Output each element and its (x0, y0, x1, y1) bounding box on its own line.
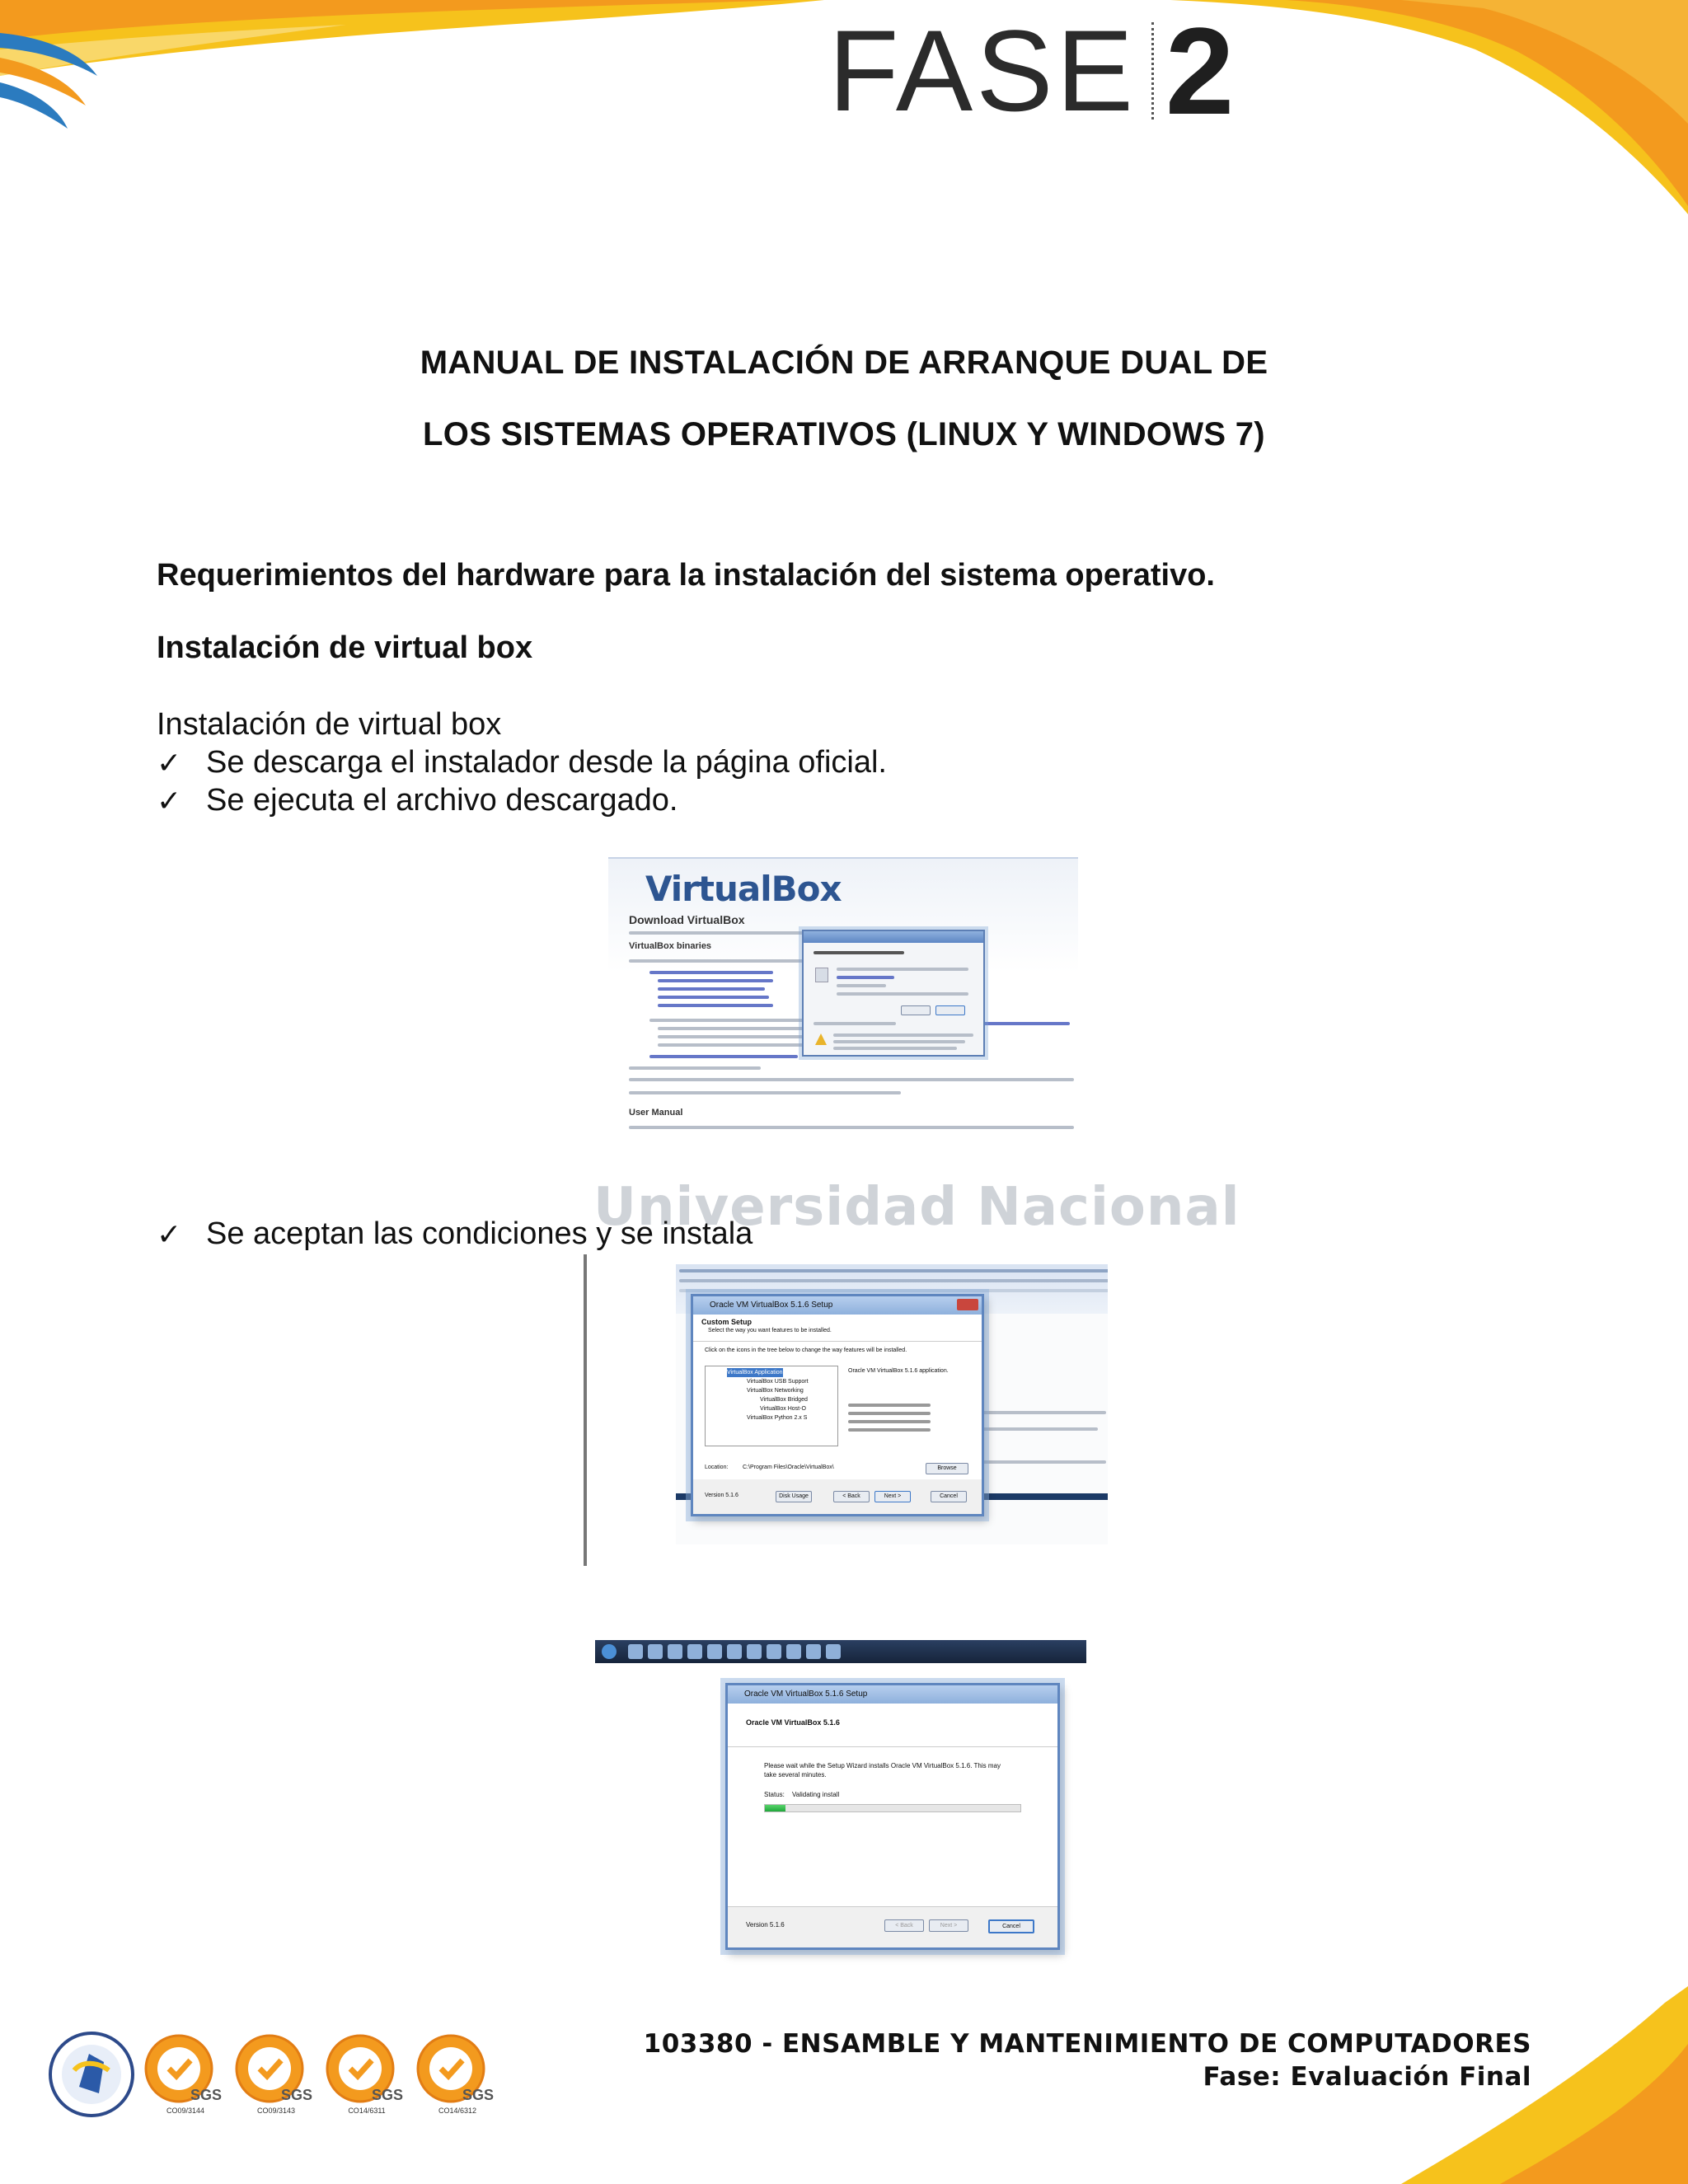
footer-course-info (644, 2027, 1531, 2093)
custom-setup-heading: Custom Setup (701, 1318, 753, 1326)
step-item (157, 783, 678, 818)
certification-code: CO09/3143 (256, 2107, 296, 2115)
sgs-label: SGS (190, 2087, 223, 2103)
requirements-heading: Requerimientos del hardware para la instalación del sistema operativo. (157, 558, 1215, 593)
document-title-line-2: LOS SISTEMAS OPERATIVOS (LINUX Y WINDOWS 7) (423, 416, 1265, 452)
certification-seal (235, 2034, 317, 2115)
start-icon[interactable] (602, 1644, 617, 1659)
feature-item[interactable]: VirtualBox USB Support (747, 1379, 809, 1385)
fase-logo (828, 1, 1235, 140)
check-icon: ✓ (157, 745, 182, 780)
step-text: Se aceptan las condiciones y se instala (206, 1216, 753, 1251)
binaries-heading: VirtualBox binaries (629, 941, 712, 951)
install-progress-dialog (725, 1683, 1060, 1950)
certification-code: CO14/6312 (438, 2107, 477, 2115)
browse-button[interactable]: Browse (926, 1463, 968, 1474)
download-heading: Download VirtualBox (629, 913, 745, 926)
next-button[interactable]: Next > (929, 1919, 968, 1932)
taskbar-app-icon[interactable] (648, 1644, 663, 1659)
feature-item[interactable]: VirtualBox Networking (747, 1388, 804, 1394)
feature-item[interactable]: VirtualBox Bridged (760, 1397, 808, 1403)
feature-tree[interactable] (705, 1366, 838, 1446)
install-message: Please wait while the Setup Wizard installs Oracle VM VirtualBox 5.1.6. This may take several minutes. (764, 1762, 1001, 1779)
virtualbox-download-screenshot (608, 857, 1078, 1143)
feature-description: Oracle VM VirtualBox 5.1.6 application. (848, 1368, 949, 1374)
location-label: Location: (705, 1465, 729, 1470)
install-progress-bar (764, 1804, 1021, 1812)
custom-setup-subheading: Select the way you want features to be installed. (708, 1328, 832, 1333)
taskbar-app-icon[interactable] (668, 1644, 682, 1659)
custom-setup-screenshot (584, 1254, 1108, 1566)
certification-seal (144, 2034, 227, 2115)
back-button[interactable]: < Back (884, 1919, 924, 1932)
close-icon[interactable] (957, 1299, 978, 1310)
install-heading: Oracle VM VirtualBox 5.1.6 (746, 1718, 840, 1727)
sgs-label: SGS (281, 2087, 313, 2103)
taskbar-app-icon[interactable] (786, 1644, 801, 1659)
cancel-button[interactable]: Cancel (931, 1491, 967, 1502)
document-title-line-1: MANUAL DE INSTALACIÓN DE ARRANQUE DUAL DE (420, 344, 1268, 381)
course-name: 103380 - ENSAMBLE Y MANTENIMIENTO DE COMPUTADORES (643, 2029, 1531, 2059)
feature-item[interactable]: VirtualBox Host-O (760, 1406, 806, 1412)
taskbar-app-icon[interactable] (628, 1644, 643, 1659)
virtualbox-brand: VirtualBox (645, 869, 842, 909)
install-progress-fill (765, 1805, 785, 1811)
logo-number: 2 (1165, 1, 1235, 140)
sgs-label: SGS (462, 2087, 495, 2103)
dialog-title: Oracle VM VirtualBox 5.1.6 Setup (728, 1685, 1057, 1704)
logo-divider (1151, 22, 1154, 120)
certification-seal (326, 2034, 408, 2115)
feature-item[interactable]: VirtualBox Application (727, 1370, 783, 1376)
status-label: Status: (764, 1791, 785, 1798)
location-value: C:\Program Files\Oracle\VirtualBox\ (743, 1465, 834, 1470)
intro-line: Instalación de virtual box (157, 707, 502, 742)
version-label: Version 5.1.6 (705, 1493, 738, 1498)
taskbar-app-icon[interactable] (826, 1644, 841, 1659)
check-icon: ✓ (157, 1216, 182, 1251)
dialog-title: Oracle VM VirtualBox 5.1.6 Setup (693, 1296, 982, 1315)
step-item (157, 745, 887, 780)
check-icon: ✓ (157, 783, 182, 818)
certification-code: CO09/3144 (166, 2107, 205, 2115)
custom-setup-instruction: Click on the icons in the tree below to change the way features will be installed. (705, 1347, 907, 1353)
taskbar-app-icon[interactable] (767, 1644, 781, 1659)
certification-seal (416, 2034, 499, 2115)
version-label: Version 5.1.6 (746, 1921, 785, 1929)
step-item (157, 1216, 753, 1252)
disk-usage-button[interactable]: Disk Usage (776, 1491, 812, 1502)
windows-taskbar (595, 1640, 1086, 1663)
step-text: Se descarga el instalador desde la página oficial. (206, 745, 887, 780)
user-manual-heading: User Manual (629, 1108, 683, 1118)
custom-setup-dialog (691, 1294, 984, 1516)
virtualbox-heading: Instalación de virtual box (157, 630, 533, 665)
next-button[interactable]: Next > (874, 1491, 911, 1502)
cancel-button[interactable]: Cancel (988, 1919, 1034, 1933)
status-value: Validating install (792, 1791, 840, 1798)
taskbar-app-icon[interactable] (747, 1644, 762, 1659)
taskbar-app-icon[interactable] (707, 1644, 722, 1659)
certification-code: CO14/6311 (348, 2107, 386, 2115)
logo-word: FASE (828, 5, 1137, 135)
taskbar-app-icon[interactable] (806, 1644, 821, 1659)
taskbar-app-icon[interactable] (727, 1644, 742, 1659)
institution-seal-icon (46, 2029, 137, 2120)
step-text: Se ejecuta el archivo descargado. (206, 783, 678, 818)
taskbar-app-icon[interactable] (687, 1644, 702, 1659)
watermark: Universidad Nacional (593, 1177, 1240, 1238)
institution-seal (46, 2029, 137, 2124)
course-phase: Fase: Evaluación Final (1203, 2062, 1531, 2092)
back-button[interactable]: < Back (833, 1491, 870, 1502)
security-warning-dialog (802, 930, 985, 1057)
sgs-label: SGS (372, 2087, 404, 2103)
feature-item[interactable]: VirtualBox Python 2.x S (747, 1415, 808, 1421)
